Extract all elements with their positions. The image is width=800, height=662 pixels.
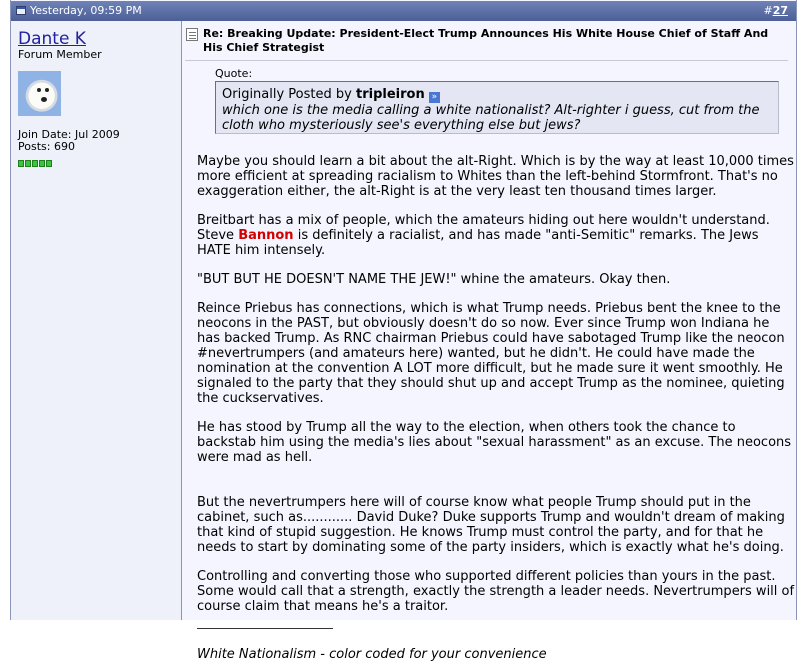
message-paragraph: Reince Priebus has connections, which is what Trump needs. Priebus bent the knee to the neocons in the PAST, but obviously doesn't do so now. Ever since Trump won Indiana he has backed Trump. As RNC chairman Priebus could have sabotaged Trump like the neocon #nevertrumpers (and amateurs here) wanted, but he didn't. He could have made the nomination at the convention A LOT more difficult, but he made sure it went smoothly. He signaled to the party that they should shut up and accept Trump as the nominee, quieting the cuckservatives. <box>197 301 785 406</box>
post-message <box>197 154 795 662</box>
post-number[interactable]: 27 <box>772 4 788 17</box>
message-paragraph: He has stood by Trump all the way to the election, when others took the chance to backstab him using the media's lies about "sexual harassment" as an excuse. The neocons were mad as hell. <box>197 420 792 465</box>
post-content <box>182 21 796 662</box>
message-paragraph: Controlling and converting those who supported different policies than yours in the past. Some would call that a strength, exactly the strength a leader needs. Nevertrumpers will of course claim that means he's a traitor. <box>197 569 795 614</box>
post-header <box>11 1 796 21</box>
join-date: Join Date: Jul 2009 <box>18 128 120 141</box>
post-date: Yesterday, 09:59 PM <box>30 4 142 17</box>
post-title: Re: Breaking Update: President-Elect Trump Announces His White House Chief of Staff And His Chief Strategist <box>203 27 769 54</box>
user-info-panel <box>11 21 182 620</box>
forum-post <box>10 0 797 662</box>
quote-attribution <box>222 87 772 103</box>
message-text: is definitely a racialist, and has made "anti-Semitic" remarks. The Jews HATE him intensely. <box>197 228 759 258</box>
quote-prefix: Originally Posted by <box>222 87 352 102</box>
post-date-icon <box>16 6 26 15</box>
message-paragraph: Maybe you should learn a bit about the alt-Right. Which is by the way at least 10,000 times more efficient at spreading racialism to Whites than the left-behind Stormfront. That's no exaggeration either, the alt-Right is at the very least ten thousand times larger. <box>197 154 794 199</box>
message-paragraph: "BUT BUT HE DOESN'T NAME THE JEW!" whine the amateurs. Okay then. <box>197 272 671 287</box>
message-text: Breitbart has a mix of people, which the amateurs hiding out here wouldn't understand. Steve <box>197 213 770 243</box>
post-count: Posts: 690 <box>18 140 75 153</box>
quote-box <box>215 81 779 134</box>
title-divider <box>185 60 788 61</box>
signature: White Nationalism - color coded for your convenience <box>197 647 547 662</box>
user-title: Forum Member <box>18 48 102 61</box>
reputation-pip-icon <box>25 160 31 167</box>
reputation-bar <box>18 152 53 171</box>
signature-divider <box>197 628 333 629</box>
reputation-pip-icon <box>32 160 38 167</box>
post-document-icon <box>186 28 198 41</box>
quote-author: tripleiron <box>355 87 425 102</box>
user-avatar[interactable] <box>18 71 61 116</box>
message-paragraph: But the nevertrumpers here will of course know what people Trump should put in the cabinet, such as............ David Duke? Duke supports Trump and wouldn't dream of making that kind of stupid suggestion. He knows Trump must control the party, and for that he needs to start by dominating some of the party insiders, which is exactly what he's doing. <box>197 495 785 555</box>
post-number-prefix: # <box>763 4 773 17</box>
reputation-pip-icon <box>39 160 45 167</box>
post-number-link[interactable] <box>763 4 788 17</box>
reputation-pip-icon <box>18 160 24 167</box>
reputation-pip-icon <box>46 160 52 167</box>
quote-text: which one is the media calling a white nationalist? Alt-righter i guess, cut from the cloth who mysteriously see's everything else but jews? <box>222 103 760 133</box>
quote-label: Quote: <box>215 67 253 80</box>
username-link[interactable]: Dante K <box>18 29 86 49</box>
highlighted-name: Bannon <box>238 228 294 243</box>
message-paragraph <box>197 213 795 258</box>
view-post-arrow-icon[interactable]: » <box>429 92 440 103</box>
